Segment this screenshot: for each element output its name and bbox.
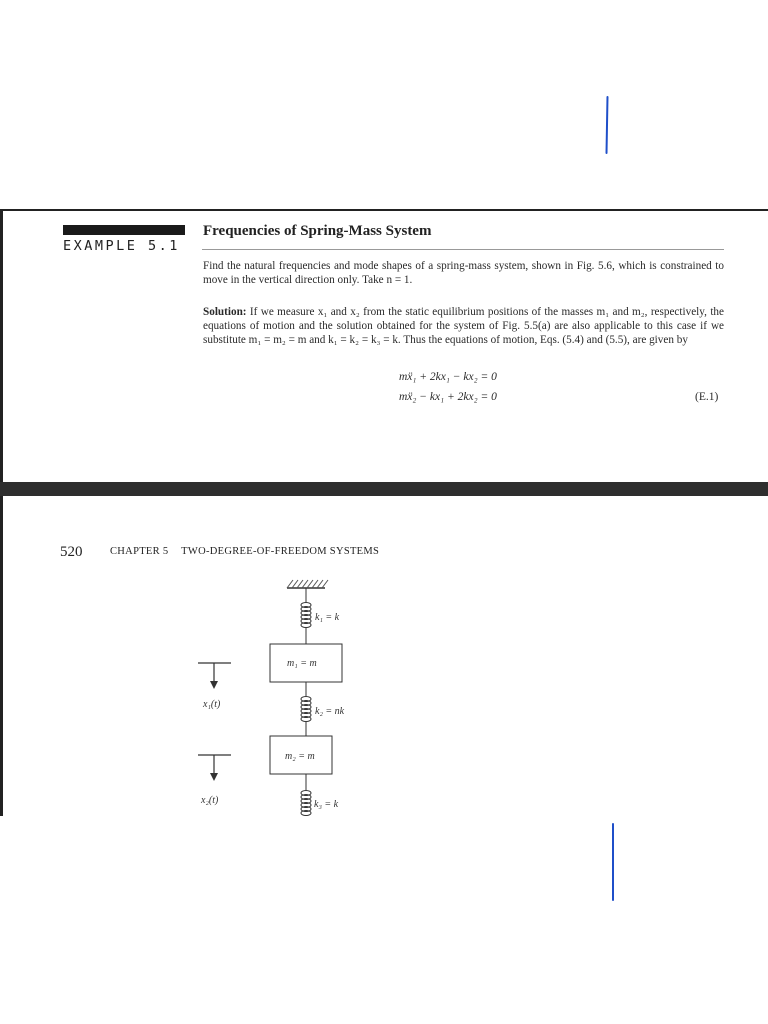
x2-label: x₂(t) bbox=[201, 795, 219, 806]
spring-mass-figure bbox=[3, 496, 768, 816]
example-rule bbox=[63, 225, 185, 235]
example-title: Frequencies of Spring-Mass System bbox=[203, 223, 432, 239]
chapter-number: CHAPTER 5 bbox=[110, 546, 169, 557]
spring-k2 bbox=[301, 682, 311, 736]
spring-k3 bbox=[301, 774, 311, 816]
m2-label: m₂ = m bbox=[285, 751, 315, 762]
m1-label: m₁ = m bbox=[287, 658, 317, 669]
page-number: 520 bbox=[60, 544, 83, 560]
x1-label: x₁(t) bbox=[203, 699, 221, 710]
k2-label: k₂ = nk bbox=[315, 706, 345, 717]
pen-mark-bottom bbox=[612, 823, 614, 901]
solution-text: If we measure x₁ and x₂ from the static equilibrium positions of the masses m₁ and m₂, respectively, the equations of motion and the solution obtained for the system of Fig. 5.5(a) are also applicable to this case if we substitute m₁ = m₂ = m and k₁ = k₂ = k₃ = k. Thus the equations of motion, Eqs. (5.4) and (5.5), are given by bbox=[203, 306, 724, 346]
textbook-page-520 bbox=[0, 496, 768, 816]
chapter-title: TWO-DEGREE-OF-FREEDOM SYSTEMS bbox=[181, 546, 380, 557]
equation-1: mẍ₁ + 2kx₁ − kx₂ = 0 bbox=[399, 371, 497, 383]
solution-label: Solution: bbox=[203, 306, 247, 318]
title-divider bbox=[202, 249, 724, 250]
problem-statement: Find the natural frequencies and mode shapes of a spring-mass system, shown in Fig. 5.6, which is constrained to move in the vertical direction only. Take n = 1. bbox=[203, 260, 724, 286]
displacement-arrow-x1 bbox=[198, 663, 231, 689]
k3-label: k₃ = k bbox=[314, 799, 339, 810]
k1-label: k₁ = k bbox=[315, 612, 340, 623]
equation-number: (E.1) bbox=[695, 391, 719, 403]
equation-2: mẍ₂ − kx₁ + 2kx₂ = 0 bbox=[399, 391, 497, 403]
displacement-arrow-x2 bbox=[198, 755, 231, 781]
solution-paragraph bbox=[203, 305, 724, 347]
pen-mark-top bbox=[605, 96, 608, 154]
spring-k1 bbox=[301, 588, 311, 644]
fixed-support bbox=[287, 580, 328, 588]
example-label: EXAMPLE 5.1 bbox=[63, 238, 180, 254]
textbook-page-example bbox=[0, 209, 768, 482]
page-separator bbox=[0, 482, 768, 496]
